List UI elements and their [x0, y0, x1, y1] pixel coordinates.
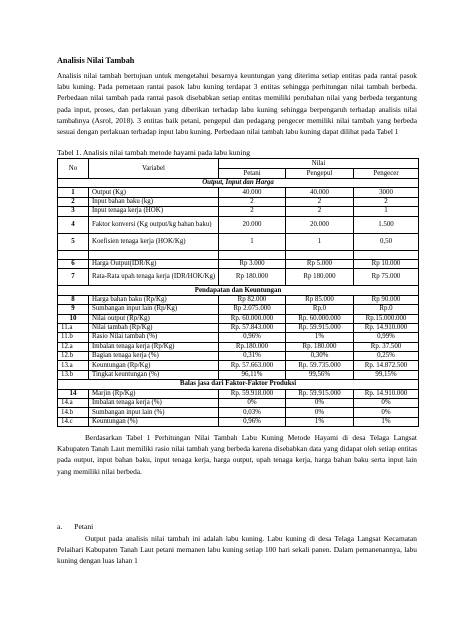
cell-pengecer: Rp. 14.910.000 — [354, 389, 419, 398]
cell-no: 10 — [58, 314, 89, 323]
table-row — [58, 342, 419, 351]
table-row — [58, 233, 419, 250]
table-section-row — [58, 380, 419, 389]
cell-no: 11.b — [58, 333, 89, 342]
cell-petani: 0,96% — [219, 333, 286, 342]
cell-variabel: Imbalan tenaga kerja (Rp/Kg) — [89, 342, 219, 351]
cell-no: 14.b — [58, 408, 89, 417]
cell-pengecer — [354, 250, 419, 259]
cell-pengepul: 99,56% — [286, 370, 354, 379]
cell-pengepul: Rp 85.000 — [286, 295, 354, 304]
cell-variabel: Koefisien tenaga kerja (HOK/Kg) — [89, 233, 219, 250]
section-label: Pendapatan dan Keuntungan — [58, 286, 419, 295]
cell-petani: 0,96% — [219, 417, 286, 426]
cell-pengepul: 0% — [286, 408, 354, 417]
table-row — [58, 305, 419, 314]
cell-pengepul: Rp 5.000 — [286, 259, 354, 268]
header-nilai: Nilai — [219, 159, 419, 169]
cell-variabel: Harga bahan baku (Rp/Kg) — [89, 295, 219, 304]
cell-pengepul: Rp. 59.915.000 — [286, 389, 354, 398]
table-row — [58, 295, 419, 304]
cell-no: 1 — [58, 188, 89, 197]
cell-variabel: Sumbangan input lain (%) — [89, 408, 219, 417]
cell-petani: 20.000 — [219, 216, 286, 233]
table-row — [58, 333, 419, 342]
cell-petani: 40.000 — [219, 188, 286, 197]
cell-petani: Rp 2.075.000 — [219, 305, 286, 314]
cell-pengecer: 99,15% — [354, 370, 419, 379]
cell-petani — [219, 250, 286, 259]
cell-pengepul: Rp. 59.735.000 — [286, 361, 354, 370]
table-section-row — [58, 286, 419, 295]
cell-pengecer: Rp 10.000 — [354, 259, 419, 268]
cell-pengepul: 40.000 — [286, 188, 354, 197]
table-row — [58, 408, 419, 417]
cell-pengecer: 0,99% — [354, 333, 419, 342]
cell-petani: Rp.180.000 — [219, 342, 286, 351]
cell-pengepul: 1 — [286, 233, 354, 250]
header-pengecer: Pengecer — [354, 169, 419, 179]
cell-variabel: Nilai tambah (Rp/Kg) — [89, 323, 219, 332]
cell-pengepul: 0,30% — [286, 352, 354, 361]
cell-pengecer: 1 — [354, 207, 419, 216]
cell-pengecer: Rp. 14.910.000 — [354, 323, 419, 332]
cell-pengecer: 1.500 — [354, 216, 419, 233]
cell-pengepul: 2 — [286, 197, 354, 206]
cell-no: 11.a — [58, 323, 89, 332]
header-no: No — [58, 159, 89, 179]
table-caption: Tabel 1. Analisis nilai tambah metode hayami pada labu kuning — [57, 148, 251, 157]
cell-no: 4 — [58, 216, 89, 233]
table-row — [58, 216, 419, 233]
header-variabel: Variabel — [89, 159, 219, 179]
header-petani: Petani — [219, 169, 286, 179]
cell-pengepul — [286, 250, 354, 259]
cell-petani: Rp. 59.918.000 — [219, 389, 286, 398]
cell-variabel: Tingkat keuntungan (%) — [89, 370, 219, 379]
cell-no: 13.b — [58, 370, 89, 379]
table-row — [58, 207, 419, 216]
list-item-petani-heading — [57, 522, 93, 531]
cell-no: 13.a — [58, 361, 89, 370]
table-section-row — [58, 179, 419, 188]
cell-no: 2 — [58, 197, 89, 206]
table-row — [58, 370, 419, 379]
cell-pengecer: 1% — [354, 417, 419, 426]
cell-pengecer: Rp.0 — [354, 305, 419, 314]
cell-pengecer: 0% — [354, 408, 419, 417]
cell-pengecer: Rp 75.000 — [354, 269, 419, 286]
cell-no: 14.c — [58, 417, 89, 426]
cell-no: 12.a — [58, 342, 89, 351]
cell-pengecer: Rp. 14.872.500 — [354, 361, 419, 370]
cell-no: 14 — [58, 389, 89, 398]
cell-no: 12.b — [58, 352, 89, 361]
header-pengepul: Pengepul — [286, 169, 354, 179]
cell-petani: 0,31% — [219, 352, 286, 361]
cell-petani: 0,03% — [219, 408, 286, 417]
table-body — [58, 159, 419, 427]
section-label: Balas jasa dari Faktor-Faktor Produksi — [58, 380, 419, 389]
cell-petani: 96,11% — [219, 370, 286, 379]
cell-no: 5 — [58, 233, 89, 250]
cell-no: 9 — [58, 305, 89, 314]
cell-petani: 2 — [219, 197, 286, 206]
cell-pengepul: 1% — [286, 417, 354, 426]
cell-variabel: Keuntungan (%) — [89, 417, 219, 426]
petani-paragraph: Output pada analisis nilai tambah ini adalah labu kuning. Labu kuning di desa Telaga Langsat Kecamatan Pelaihari Kabupaten Tanah Laut petani memanen labu kuning setiap 100 hari sekali panen. Dalam pemanenannya, labu kuning dengan luas lahan 1 — [57, 534, 417, 566]
cell-petani: Rp 82.000 — [219, 295, 286, 304]
cell-pengepul: Rp. 60.000.000 — [286, 314, 354, 323]
cell-petani: Rp. 57.663.000 — [219, 361, 286, 370]
cell-variabel — [89, 250, 219, 259]
cell-pengepul: Rp. 59.915.000 — [286, 323, 354, 332]
list-marker: a. — [57, 522, 63, 531]
cell-petani: Rp. 57.843.000 — [219, 323, 286, 332]
table-row — [58, 361, 419, 370]
cell-pengepul: 0% — [286, 399, 354, 408]
intro-paragraph: Analisis nilai tambah bertujuan untuk mengetahui besarnya keuntungan yang diterima setiap entitas pada rantai pasok labu kuning. Pada pemetaan rantai pasok labu kuning terdapat 3 entitas sehingga perhitungan nilai tambah berbeda. Perbedaan nilai tambah pada rantai pasok disebabkan setiap entitas memiliki perubahan nilai yang berbeda tergantung pada input, proses, dan perlakuan yang diberikan terhadap labu kuning sehingga berpengaruh terhadap analisis nilai tambahnya (Asrol, 2018). 3 entitas baik petani, pengepul dan pedagang pengecer memiliki nilai tambah yang berbeda sesuai dengan perlakuan terhadap input labu kuning. Perbedaan nilai tambah labu kuning dapat dilihat pada Tabel 1 — [57, 71, 417, 137]
table-row — [58, 314, 419, 323]
table-row — [58, 352, 419, 361]
cell-petani: Rp 180.000 — [219, 269, 286, 286]
cell-no — [58, 250, 89, 259]
value-added-table — [57, 158, 419, 427]
cell-variabel: Bagian tenaga kerja (%) — [89, 352, 219, 361]
cell-pengepul: Rp 180.000 — [286, 269, 354, 286]
cell-petani: Rp. 60.000.000 — [219, 314, 286, 323]
table-row — [58, 417, 419, 426]
cell-variabel: Input tenaga kerja (HOK) — [89, 207, 219, 216]
cell-pengepul: Rp. 180.000 — [286, 342, 354, 351]
cell-pengecer: Rp.15.000.000 — [354, 314, 419, 323]
cell-no: 7 — [58, 269, 89, 286]
table-row — [58, 197, 419, 206]
cell-no: 8 — [58, 295, 89, 304]
table-row — [58, 269, 419, 286]
cell-pengecer: 0,25% — [354, 352, 419, 361]
cell-no: 6 — [58, 259, 89, 268]
cell-pengepul: Rp.0 — [286, 305, 354, 314]
table-header-row — [58, 159, 419, 169]
cell-variabel: Keuntungan (Rp/Kg) — [89, 361, 219, 370]
cell-no: 3 — [58, 207, 89, 216]
cell-variabel: Sumbangan input lain (Rp/Kg) — [89, 305, 219, 314]
table-row — [58, 389, 419, 398]
section-label: Output, Input dan Harga — [58, 179, 419, 188]
cell-variabel: Imbalan tenaga kerja (%) — [89, 399, 219, 408]
cell-no: 14.a — [58, 399, 89, 408]
cell-variabel: Nilai output (Rp/Kg) — [89, 314, 219, 323]
cell-pengecer: 0,50 — [354, 233, 419, 250]
table-row — [58, 259, 419, 268]
cell-variabel: Harga Output(IDR/Kg) — [89, 259, 219, 268]
cell-petani: 1 — [219, 233, 286, 250]
cell-pengepul: 1% — [286, 333, 354, 342]
cell-pengecer: 0% — [354, 399, 419, 408]
cell-variabel: Input bahan baku (kg) — [89, 197, 219, 206]
table-row — [58, 323, 419, 332]
cell-pengecer: Rp. 37.500 — [354, 342, 419, 351]
cell-variabel: Rasio Nilai tambah (%) — [89, 333, 219, 342]
body-paragraph: Berdasarkan Tabel 1 Perhitungan Nilai Tambah Labu Kuning Metode Hayami di desa Telaga Langsat Kabupaten Tanah Laut memiliki rasio nilai tambah yang berbeda karena disebabkan data yang didapat oleh setiap entitas pada output, input bahan baku, input tenaga kerja, harga output, upah tenaga kerja, harga bahan baku serta input lain yang memiliki nilai berbeda. — [57, 433, 417, 476]
cell-petani: Rp 3.000 — [219, 259, 286, 268]
cell-variabel: Rata-Rata upah tenaga kerja (IDR/HOK/Kg) — [89, 269, 219, 286]
cell-pengecer: 2 — [354, 197, 419, 206]
table-row — [58, 188, 419, 197]
table-row — [58, 399, 419, 408]
cell-pengecer: 3000 — [354, 188, 419, 197]
section-heading: Analisis Nilai Tambah — [57, 56, 135, 65]
cell-pengecer: Rp 90.000 — [354, 295, 419, 304]
cell-pengepul: 20.000 — [286, 216, 354, 233]
cell-petani: 2 — [219, 207, 286, 216]
cell-variabel: Marjin (Rp/Kg) — [89, 389, 219, 398]
list-title: Petani — [74, 522, 94, 531]
cell-variabel: Output (Kg) — [89, 188, 219, 197]
table-row — [58, 250, 419, 259]
cell-pengepul: 2 — [286, 207, 354, 216]
cell-petani: 0% — [219, 399, 286, 408]
cell-variabel: Faktor konversi (Kg output/kg bahan baku) — [89, 216, 219, 233]
